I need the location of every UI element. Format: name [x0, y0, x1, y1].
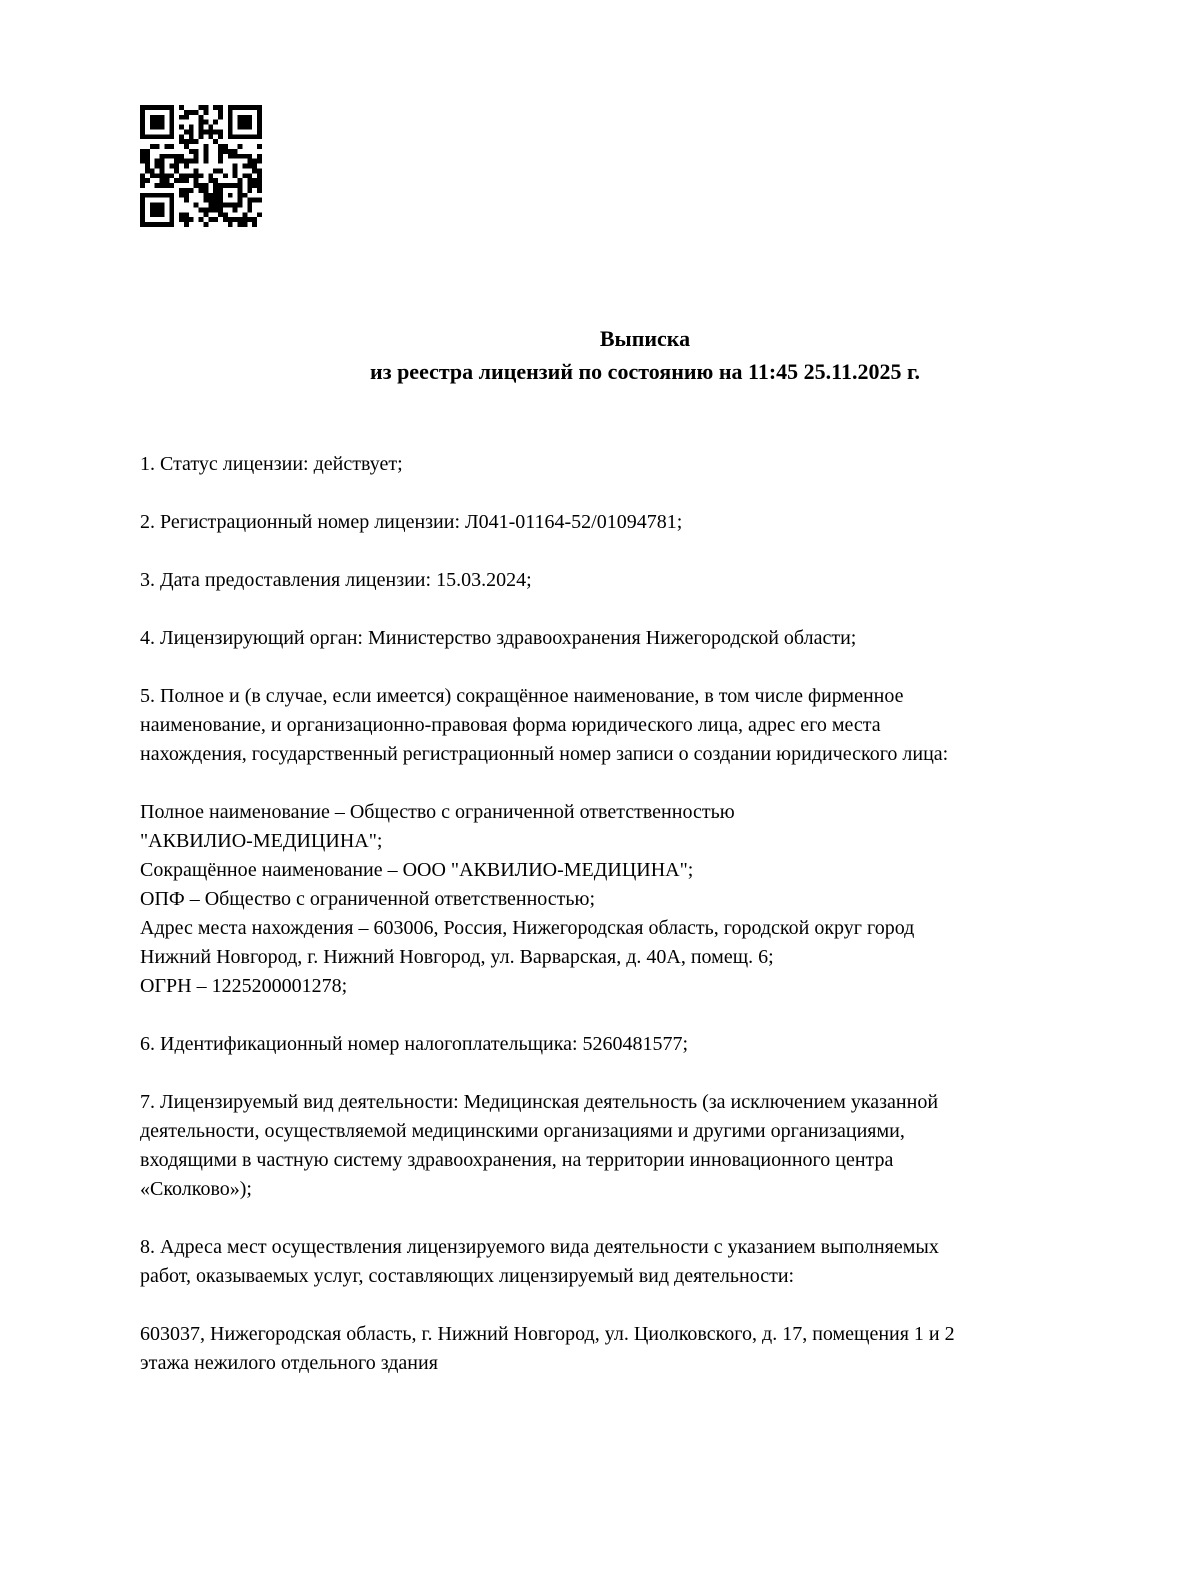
activity-addresses-heading: 8. Адреса мест осуществления лицензируемого вида деятельности с указанием выполняемых работ, оказываемых услуг, составляющих лицензируемый вид деятельности: [140, 1236, 939, 1287]
registration-number: 2. Регистрационный номер лицензии: Л041-01164-52/01094781; [140, 511, 683, 533]
license-status: 1. Статус лицензии: действует; [140, 453, 403, 475]
licensed-activity: 7. Лицензируемый вид деятельности: Медицинская деятельность (за исключением указанной деятельности, осуществляемой медицинскими организациями и другими организациями, входящими в частную систему здравоохранения, на территории инновационного центра «Сколково»); [140, 1091, 939, 1200]
document-body [140, 450, 1150, 1378]
licensing-authority: 4. Лицензирующий орган: Министерство здравоохранения Нижегородской области; [140, 627, 857, 649]
document-title [140, 322, 1150, 388]
document-title-line-2: из реестра лицензий по состоянию на 11:45 25.11.2025 г. [370, 359, 920, 384]
grant-date: 3. Дата предоставления лицензии: 15.03.2024; [140, 569, 532, 591]
qr-code-icon [140, 105, 262, 227]
entity-details-heading: 5. Полное и (в случае, если имеется) сокращённое наименование, в том числе фирменное наименование, и организационно-правовая форма юридического лица, адрес его места нахождения, государственный регистрационный номер записи о создании юридического лица: [140, 685, 949, 765]
entity-details: Полное наименование – Общество с ограниченной ответственностью "АКВИЛИО-МЕДИЦИНА"; Сокращённое наименование – ООО "АКВИЛИО-МЕДИЦИНА"; ОПФ – Общество с ограниченной ответственностью; Адрес места нахождения – 603006, Россия, Нижегородская область, городской округ город Нижний Новгород, г. Нижний Новгород, ул. Варварская, д. 40А, помещ. 6; ОГРН – 1225200001278; [140, 801, 915, 997]
taxpayer-id: 6. Идентификационный номер налогоплательщика: 5260481577; [140, 1033, 689, 1055]
activity-address: 603037, Нижегородская область, г. Нижний Новгород, ул. Циолковского, д. 17, помещения 1 и 2 этажа нежилого отдельного здания [140, 1323, 955, 1374]
document-title-line-1: Выписка [599, 326, 691, 351]
